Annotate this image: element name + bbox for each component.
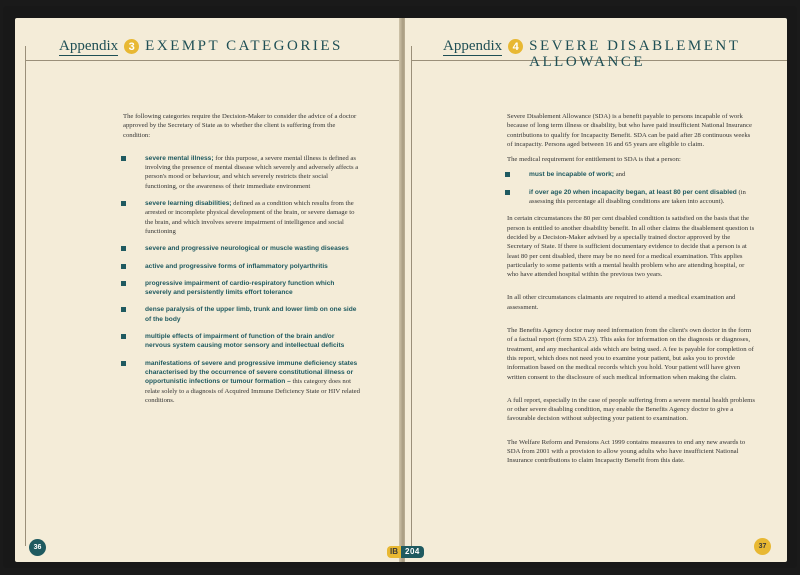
bullet-square-icon xyxy=(121,281,126,286)
list-item xyxy=(123,244,361,253)
left-page-frame-line xyxy=(25,46,26,546)
appendix-label: Appendix xyxy=(443,38,503,54)
examination-paragraph: In all other circumstances claimants are required to attend a medical examination and assessment. xyxy=(507,294,736,311)
factual-report-paragraph: The Benefits Agency doctor may need information from the client's own doctor in the form of a factual report (form SDA 23). This asks for information on the diagnosis or diagnoses, treatment, and any mechanical aids which are being used. A fee is payable for completion of this report, which does not need you to examine your patient, but asks you to provide information based on the medical records which you hold. Your patient will have given written consent to the disclosure of such medical information when making the claim. xyxy=(507,327,754,381)
item-body-text: and xyxy=(614,171,626,179)
bullet-square-icon xyxy=(121,307,126,312)
bullet-square-icon xyxy=(121,264,126,269)
item-lead-text: active and progressive forms of inflammatory polyarthritis xyxy=(145,262,328,270)
list-item xyxy=(123,332,361,351)
item-lead-text: must be incapable of work; xyxy=(529,171,615,179)
item-lead-text: multiple effects of impairment of function of the brain and/or nervous system causing motor sensory and intellectual deficits xyxy=(145,333,345,350)
left-page xyxy=(15,18,401,562)
welfare-reform-paragraph: The Welfare Reform and Pensions Act 1999 contains measures to end any new awards to SDA from 2001 with a provision to allow young adults who have insufficient National Insurance contributions to claim Incapacity Benefit from this date. xyxy=(507,438,746,465)
item-lead-text: manifestations of severe and progressive immune deficiency states characterised by the occurrence of severe constitutional illness or opportunistic infections or tumour formation – xyxy=(145,359,358,386)
list-item xyxy=(123,154,361,191)
bullet-square-icon xyxy=(121,201,126,206)
item-lead-text: severe and progressive neurological or muscle wasting diseases xyxy=(145,245,349,253)
item-lead-text: severe mental illness; xyxy=(145,154,214,162)
left-page-header xyxy=(59,38,343,56)
ib-number: 204 xyxy=(401,546,424,558)
bullet-square-icon xyxy=(121,361,126,366)
item-body-text: defined as a condition which results from the arrested or incomplete physical development of the brain, or severe damage to the brain, and which involves severe impairment of intelligence and social functioning xyxy=(145,200,355,235)
circumstances-paragraph: In certain circumstances the 80 per cent disabled condition is satisfied on the basis that the person is entitled to another disability benefit. In all other claims the disablement question is decided by a Decision-Maker advised by a specially trained doctor approved by the Secretary of State. If there is sufficient documentary evidence to decide that a person is at least 80 per cent disabled, there may be no need for a medical examination. This applies particularly to some patients with a mental health problem who are attending hospital, or who have attended hospital within the previous two years. xyxy=(507,215,755,279)
bullet-square-icon xyxy=(505,190,510,195)
item-body-text: (in assessing this percentage all disabling conditions are taken into account). xyxy=(529,188,746,206)
page-number-right: 37 xyxy=(754,538,771,555)
list-item xyxy=(123,262,361,271)
sda-requirements-list xyxy=(507,170,757,206)
appendix-number-badge: 4 xyxy=(508,39,523,54)
item-lead-text: progressive impairment of cardio-respiratory function which severely and persistently limits effort tolerance xyxy=(145,279,335,297)
list-item xyxy=(123,199,361,236)
bullet-square-icon xyxy=(505,172,510,177)
right-page-frame-line xyxy=(411,46,412,546)
bullet-square-icon xyxy=(121,334,126,339)
medical-requirement-paragraph: The medical requirement for entitlement to SDA is that a person: xyxy=(507,156,681,164)
list-item xyxy=(123,279,361,298)
item-lead-text: severe learning disabilities; xyxy=(145,200,232,208)
appendix-number-badge: 3 xyxy=(124,39,139,54)
list-item xyxy=(123,305,361,324)
intro-paragraph: The following categories require the Decision-Maker to consider the advice of a doctor approved by the Secretary of State as to whether the client is suffering from the condition: xyxy=(123,113,357,139)
item-lead-text: dense paralysis of the upper limb, trunk and lower limb on one side of the body xyxy=(145,306,357,323)
right-page xyxy=(405,18,787,562)
list-item xyxy=(123,359,361,405)
bullet-square-icon xyxy=(121,156,126,161)
exempt-categories-list xyxy=(123,154,361,405)
ib-prefix: IB xyxy=(387,546,401,558)
bullet-square-icon xyxy=(121,246,126,251)
item-body-text: for this purpose, a severe mental illness is defined as involving the presence of mental disease which severely and adversely affects a person's mood or behaviour, and which severely restricts their social functioning, or the awareness of their immediate environment xyxy=(145,154,359,190)
left-header-rule xyxy=(25,60,401,61)
page-number-left: 36 xyxy=(29,539,46,556)
appendix-label: Appendix xyxy=(59,38,119,54)
sda-intro-paragraph: Severe Disablement Allowance (SDA) is a benefit payable to persons incapable of work because of long term illness or disability, but who have paid insufficient National Insurance contributions to qualify for Incapacity Benefit. SDA can be paid after 28 continuous weeks of incapacity. Persons aged between 16 and 65 years are eligible to claim. xyxy=(507,113,752,148)
full-report-paragraph: A full report, especially in the case of people suffering from a severe mental health problems or other severe disabling condition, may enable the Benefits Agency doctor to give a favourable decision without subjecting your patient to examination. xyxy=(507,396,755,423)
right-page-header xyxy=(443,38,740,70)
list-item xyxy=(507,170,757,179)
list-item xyxy=(507,188,757,207)
ib-reference-tag xyxy=(387,546,424,558)
left-page-body xyxy=(123,112,361,413)
item-lead-text: if over age 20 when incapacity began, at least 80 per cent disabled xyxy=(529,188,737,196)
page-title: EXEMPT CATEGORIES xyxy=(145,38,343,54)
page-title: SEVERE DISABLEMENT ALLOWANCE xyxy=(529,38,741,70)
right-page-body xyxy=(507,112,757,472)
book-spread xyxy=(3,6,797,568)
item-body-text: this category does not relate solely to a diagnosis of Acquired Immune Deficiency State or HIV related conditions. xyxy=(145,378,360,404)
